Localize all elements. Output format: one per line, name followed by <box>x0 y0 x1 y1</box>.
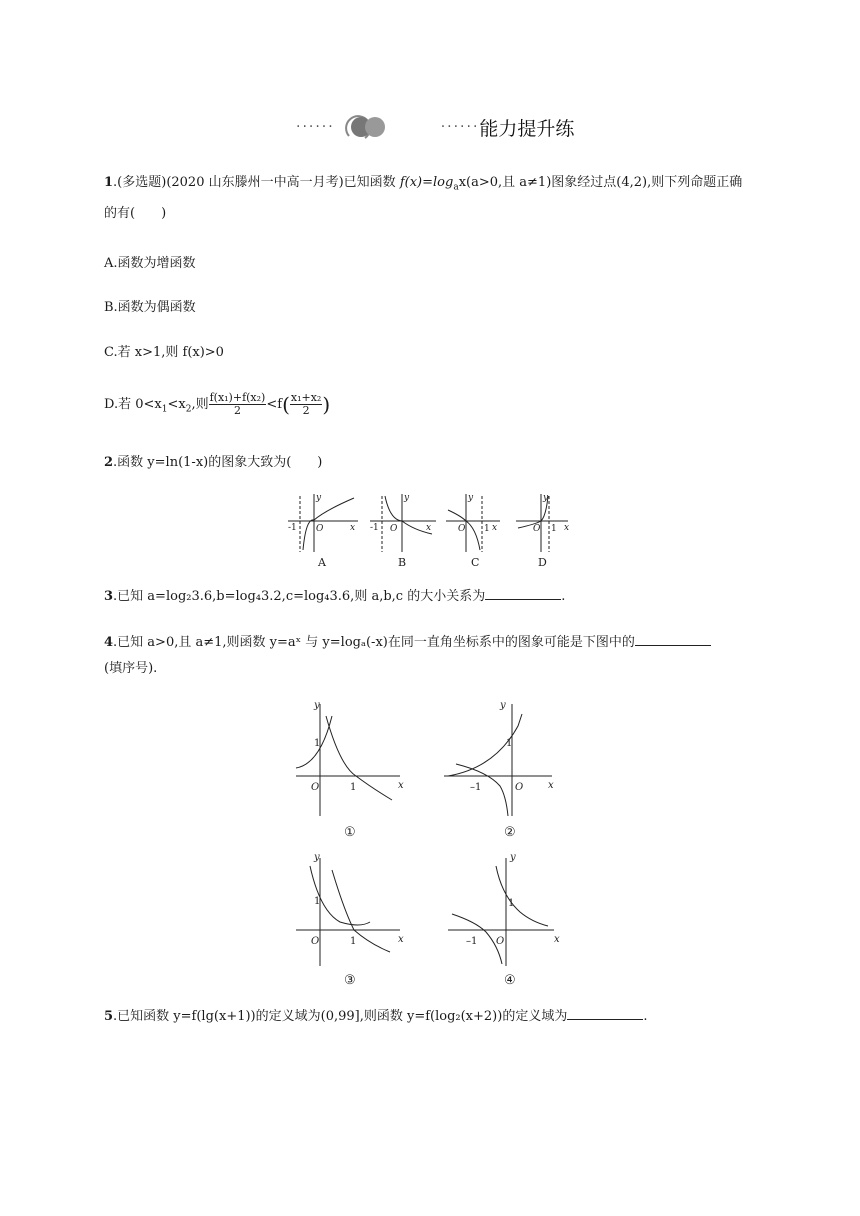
origin-label: O <box>390 524 398 534</box>
header-dots-left: ······ <box>296 119 335 135</box>
choice-label-d: D <box>538 556 547 569</box>
option-c: C.若 x>1,则 f(x)>0 <box>104 345 224 360</box>
question-number: 3 <box>104 589 114 604</box>
axis-label: y <box>314 852 320 863</box>
option-d-less: <f <box>266 397 283 412</box>
figure-label-1: ① <box>344 825 356 840</box>
question-end: . <box>643 1009 648 1024</box>
tick-label: 1 <box>350 936 357 947</box>
axis-label: y <box>468 493 474 503</box>
figure-label-3: ③ <box>344 973 356 988</box>
fraction-denominator-2: 2 <box>302 404 310 417</box>
option-d: D.若 $0<x_1<x_2$,则 $\frac{\text{f(x₁)+f(x₂)}}{2}$ <f( $\frac{\text{x₁+x₂}}{2}$ ) <box>104 391 331 417</box>
question-number: 1 <box>104 175 114 190</box>
tick-label: -1 <box>370 523 379 533</box>
origin-label: O <box>496 936 505 947</box>
axis-label: y <box>404 493 410 503</box>
axis-label: x <box>398 934 404 945</box>
option-d-prefix: D.若 0<x <box>104 397 162 412</box>
question-text: .已知 a>0,且 a≠1,则函数 y=aˣ 与 y=logₐ(-x)在同一直角坐标系中的图象可能是下图中的 <box>113 635 635 650</box>
section-title: 能力提升练 <box>479 117 575 140</box>
choice-label-b: B <box>398 556 407 569</box>
option-d-sub2: 2 <box>185 404 192 415</box>
tick-label: -1 <box>288 523 297 533</box>
graph-3 <box>296 858 400 966</box>
axis-label: x <box>548 780 554 791</box>
origin-label: O <box>458 524 466 534</box>
figure-label-4: ④ <box>504 973 516 988</box>
origin-label: O <box>533 524 541 534</box>
graph-d <box>516 494 568 552</box>
question-4-graphs <box>280 696 580 996</box>
fraction-left <box>209 392 267 417</box>
tick-label: –1 <box>470 782 482 793</box>
graph-1 <box>296 704 400 816</box>
fraction-denominator: 2 <box>233 404 241 417</box>
question-text: .已知 a=log₂3.6,b=log₄3.2,c=log₄3.6,则 a,b,c 的大小关系为 <box>113 589 486 604</box>
question-formula-sub: a <box>453 182 459 193</box>
graph-a <box>288 494 358 552</box>
axis-label: y <box>510 852 516 863</box>
axis-label: x <box>426 523 432 533</box>
choice-label-c: C <box>471 556 480 569</box>
origin-label: O <box>316 524 324 534</box>
question-5 <box>104 1004 754 1030</box>
question-text: .已知函数 y=f(lg(x+1))的定义域为(0,99],则函数 y=f(log₂(x+2))的定义域为 <box>113 1009 568 1024</box>
section-badge-icon <box>343 112 393 142</box>
tick-label: 1 <box>350 782 357 793</box>
option-d-mid: <x <box>167 397 186 412</box>
question-text-end: x(a>0,且 a≠1)图象经过点(4,2),则下列命题正确的有( ) <box>104 175 743 221</box>
axis-label: x <box>554 934 560 945</box>
figure-label-2: ② <box>504 825 516 840</box>
tick-label: 1 <box>508 898 515 909</box>
graph-2 <box>444 704 552 816</box>
choice-label-a: A <box>318 556 326 569</box>
axis-label: x <box>350 523 356 533</box>
question-text: .函数 y=ln(1-x)的图象大致为( ) <box>113 455 323 470</box>
question-3 <box>104 584 754 610</box>
origin-label: O <box>515 782 524 793</box>
question-number: 4 <box>104 635 114 650</box>
tick-label: –1 <box>466 936 478 947</box>
option-a: A.函数为增函数 <box>104 256 196 271</box>
graph-4 <box>448 858 554 966</box>
question-number: 2 <box>104 455 114 470</box>
answer-blank[interactable] <box>567 1006 643 1020</box>
question-formula: f(x)=log <box>399 175 454 190</box>
tick-label: 1 <box>484 524 490 534</box>
question-4 <box>104 630 764 682</box>
option-b: B.函数为偶函数 <box>104 300 196 315</box>
question-2-graph-choices <box>286 488 586 572</box>
axis-label: y <box>316 493 322 503</box>
axis-label: x <box>564 523 570 533</box>
option-d-sub1: 1 <box>161 404 168 415</box>
answer-blank[interactable] <box>485 586 561 600</box>
question-number: 5 <box>104 1009 114 1024</box>
axis-label: y <box>500 700 506 711</box>
axis-label: y <box>543 493 549 503</box>
header-dots-right: ······ <box>440 119 480 135</box>
question-text: .(多选题)(2020 山东滕州一中高一月考)已知函数 <box>113 175 400 190</box>
axis-label: y <box>314 700 320 711</box>
axis-label: x <box>492 523 498 533</box>
origin-label: O <box>311 782 320 793</box>
tick-label: 1 <box>314 738 321 749</box>
question-2 <box>104 450 754 476</box>
axis-label: x <box>398 780 404 791</box>
fraction-right <box>290 392 322 417</box>
option-d-then: ,则 <box>191 397 209 412</box>
section-header <box>296 112 574 142</box>
fraction-numerator-2: x₁+x₂ <box>290 391 322 404</box>
question-1 <box>104 170 754 227</box>
question-text-end: (填序号). <box>104 661 158 676</box>
tick-label: 1 <box>314 896 321 907</box>
tick-label: 1 <box>551 524 557 534</box>
answer-blank[interactable] <box>635 632 711 646</box>
fraction-numerator: f(x₁)+f(x₂) <box>209 391 266 404</box>
origin-label: O <box>311 936 320 947</box>
tick-label: 1 <box>506 738 513 749</box>
question-end: . <box>561 589 566 604</box>
